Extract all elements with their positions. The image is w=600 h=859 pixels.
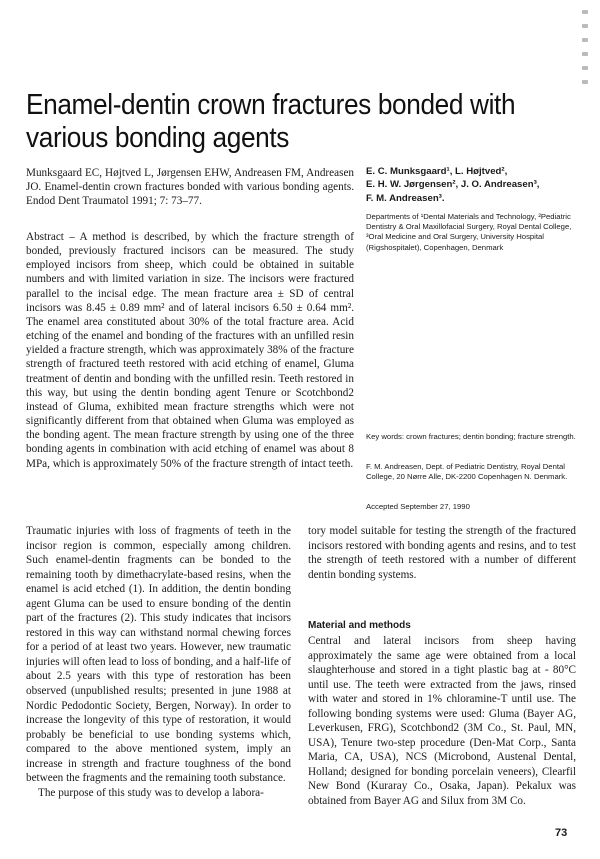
correspondence-address: F. M. Andreasen, Dept. of Pediatric Dentistry, Royal Dental College, 20 Nørre Alle, DK-2200 Copenhagen N. Denmark.: [366, 462, 568, 482]
abstract: Abstract – A method is described, by which the fracture strength of bonded, previously fractured incisors can be measured. The study employed incisors from sheep, which could be obtained in suitable numbers and with limited variation in size. The incisors were fractured parallel to the incisal edge. The mean fracture area ± SD of central incisors was 8.45 ± 0.89 mm² and of lateral incisors 6.50 ± 0.64 mm². The enamel area constituted about 30% of the total fracture area. Acid etching of the enamel and bonding of the fractures with an unfilled resin yielded a fracture strength, which was approximately 38% of the fracture strength of fractured teeth restored with acid etching of enamel, Gluma treatment of dentin and bonding with the unfilled resin. Teeth restored in this way, but using the dentin bonding agent Tenure or Scotchbond2 instead of Gluma, exhibited mean fracture strengths which were not significantly different from that obtained when Gluma was employed as the bonding agent. The mean fracture strength by using one of the three bonding agents in combination with acid etching of enamel was about 8 MPa, which is approximately 50% of the fracture strength of intact teeth.: [26, 231, 354, 470]
page-edge-marks: [582, 10, 592, 130]
author-line: E. C. Munksgaard¹, L. Højtved²,: [366, 166, 508, 177]
accepted-date: Accepted September 27, 1990: [366, 502, 470, 511]
author-line: E. H. W. Jørgensen², J. O. Andreasen³,: [366, 179, 540, 191]
page-number: 73: [555, 827, 568, 839]
citation: Munksgaard EC, Højtved L, Jørgensen EHW, Andreasen FM, Andreasen JO. Enamel-dentin crown fractures bonded with various bonding agents. Endod Dent Traumatol 1991; 7: 73–77.: [26, 167, 354, 207]
introduction-column: [26, 524, 291, 800]
intro-continuation: tory model suitable for testing the strength of the fractured incisors restored with bonding agents and resins, and to test the strength of teeth restored with a number of different dentin bonding systems.: [308, 525, 576, 581]
section-heading: Material and methods: [308, 620, 411, 632]
intro-paragraph: The purpose of this study was to develop a labora-: [38, 786, 264, 799]
methods-paragraph: Central and lateral incisors from sheep having approximately the same age were obtained from a local slaughterhouse and stored in a tight plastic bag at - 80°C until use. The teeth were extracted from the jaws, rinsed with water and stored in 1% chloramine-T until use. The following bonding systems were used: Gluma (Bayer AG, Leverkusen, FRG), Scotchbond2 (3M Co., St. Paul, MN, USA), Tenure two-step procedure (Den-Mat Corp., Santa Maria, CA, USA), NCS (Microbond, Austenal Dental, Holland; designed for bonding porcelain veneers), Clearfil New Bond (Kuraray Co., Osaka, Japan). Pekalux was obtained from Bayer AG and Silux from 3M Co.: [308, 635, 576, 808]
author-line: F. M. Andreasen³.: [366, 192, 445, 204]
intro-paragraph: Traumatic injuries with loss of fragments of teeth in the incisor region is common, especially among children. Such enamel-dentin fragments can be bonded to the remaining tooth by dimethacrylate-based resins, when the enamel is acid etched (1). In addition, the dentin bonding agent Gluma can be used to ensure bonding of the dentin part of the fractures (2). This study indicates that incisors restored in this way can withstand normal chewing forces for a period of at least two years. However, new traumatic injuries will often lead to loss of bonding, and a half-life of about 2.5 years with this type of restoration has been observed (unpublished results; presented in june 1988 at Nordic Pedodontic Society, Bergen, Norway). In order to increase the longevity of this type of restoration, it would probably be beneficial to use bonding systems which, compared to the above mentioned system, imply an increase in strength and fracture toughness of the bond between the fragments and the remaining tooth substance.: [26, 525, 291, 785]
author-list: [366, 165, 586, 205]
keywords: Key words: crown fractures; dentin bonding; fracture strength.: [366, 432, 576, 441]
article-title: Enamel-dentin crown fractures bonded with various bonding agents: [26, 89, 516, 155]
affiliations: Departments of ¹Dental Materials and Technology, ²Pediatric Dentistry & Oral Maxillofacial Surgery, Royal Dental College, ³Oral Medicine and Oral Surgery, University Hospital (Rigshospitalet), Copenhagen, Denmark: [366, 212, 572, 252]
